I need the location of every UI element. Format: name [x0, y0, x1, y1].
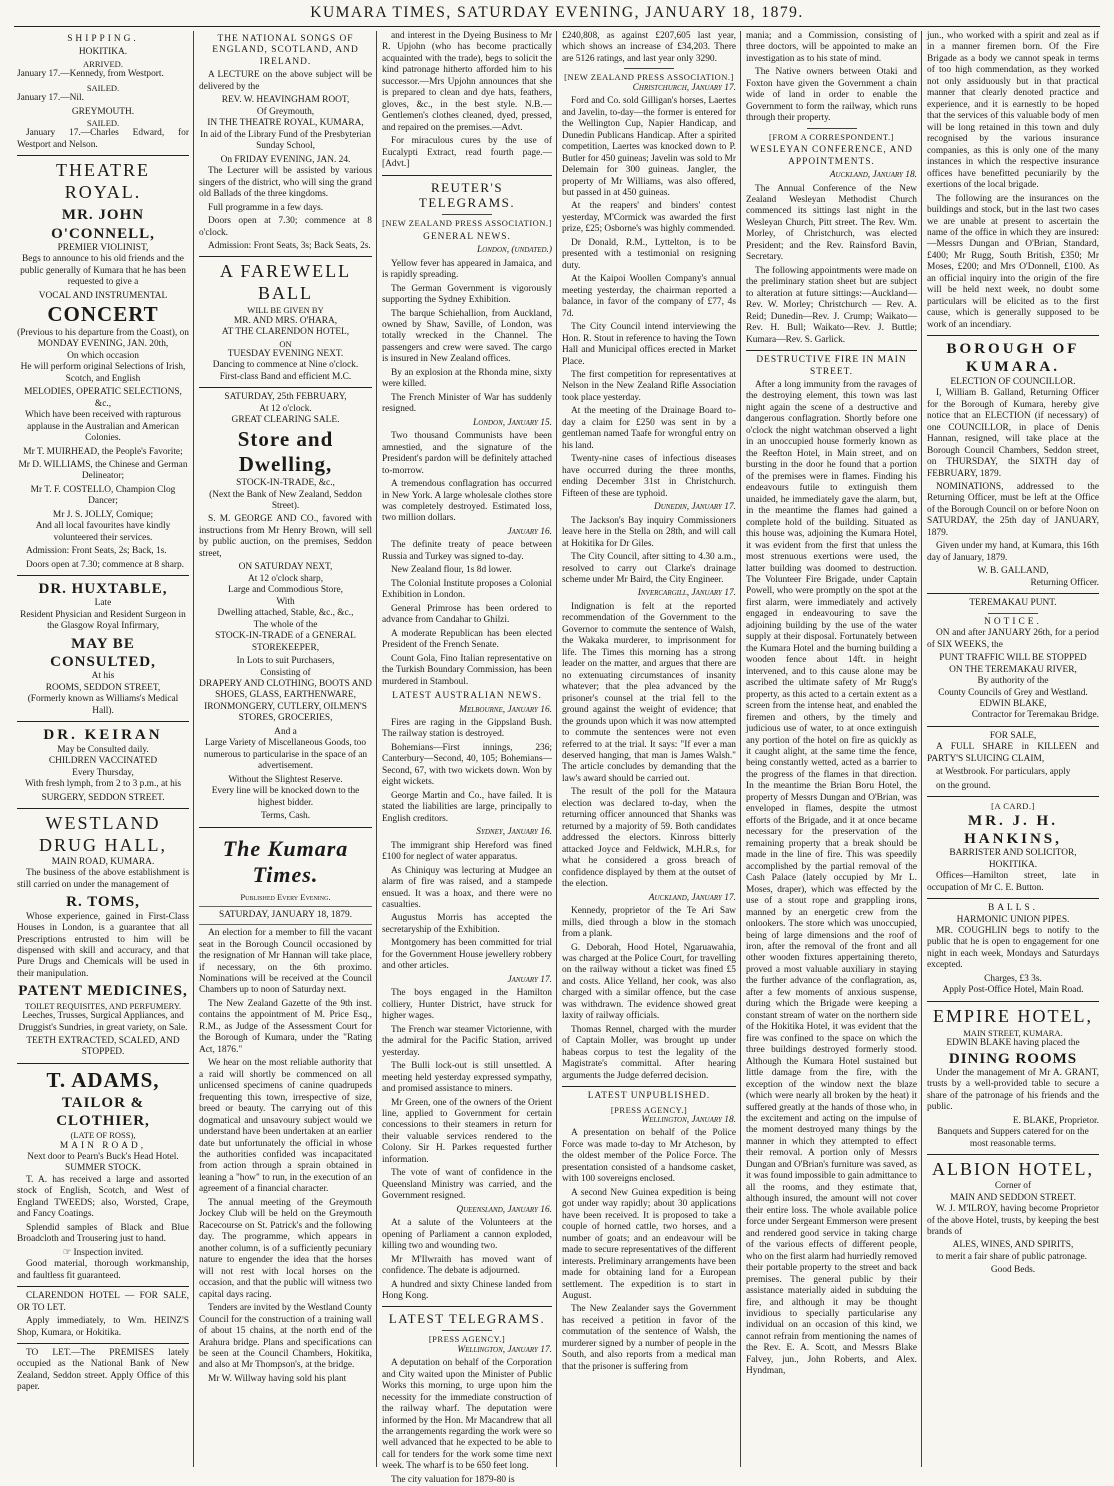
text: Doors open at 7.30; commence at 8 o'clock. [199, 216, 372, 238]
article-paragraph: George Martin and Co., have failed. It is stated the liabilities are large, principally to English creditors. [382, 790, 552, 824]
text: MR. COUGHLIN begs to notify to the public that he is open to engagement for one night in each week, Mondays and Saturdays excepted. [927, 926, 1099, 971]
article-paragraph: The city valuation for 1879-80 is [391, 1474, 515, 1485]
section-heading: DESTRUCTIVE FIRE IN MAIN STREET. [756, 355, 907, 377]
article-paragraph: The result of the poll for the Mataura election was declared to-day, when the returning officer announced that Shanks was returned by a majority of 59. Both candidates addressed the electors. Kinross bitterly attacked Joyce and Feldwick, M.H.R.s, for what he considered a gross breach of confidence displayed by them at the outset of the election. [562, 787, 736, 890]
text: VOCAL AND INSTRUMENTAL [38, 290, 168, 301]
article-paragraph: and interest in the Dyeing Business to Mr R. Upjohn (who has become practically acquainted with the trade), begs to solicit the kind patronage hitherto afforded him to his successor.—Mrs Upjohn announces that she is prepared to clean and dye hats, feathers, gloves, &c., in the best style. N.B.—Gentlemen's clothes cleaned, dyed, pressed, and repaired on the premises.—Advt. [382, 31, 552, 133]
dateline: London, (undated.) [476, 245, 552, 256]
article-paragraph: The Native owners between Otaki and Foxton have given the Government a chain wide of land in order to enable the Government to form the railway, which runs through their property. [746, 67, 917, 124]
article-paragraph: The New Zealand Gazette of the 9th inst. contains the appointment of M. Price Esq., R.M., as Judge of the Assessment Court for the Borough of Kumara, under the "Rating Act, 1876." [199, 998, 372, 1055]
divider [17, 721, 189, 722]
agency-label: [FROM A CORRESPONDENT.] [769, 131, 894, 142]
text: REV. W. HEAVINGHAM ROOT, [221, 95, 350, 106]
text: STOCK-IN-TRADE of a GENERAL STOREKEEPER, [215, 631, 356, 653]
article-paragraph: Two thousand Communists have been amnestied, and the signature of the President's pardon will be definitely attached to-morrow. [382, 431, 552, 476]
article-paragraph: A presentation on behalf of the Police Force was made to-day to Mr Atcheson, by the oldest member of the Police Force. The presentation consisted of a handsome casket, with 100 sovereigns enclosed. [562, 1128, 736, 1185]
column-5 [743, 31, 920, 1467]
text: Begs to announce to his old friends and the public generally of Kumara that he has been requested to give a [20, 254, 186, 288]
text: ON THE TEREMAKAU RIVER, [949, 664, 1077, 675]
text: Dancing to commence at Nine o'clock. [212, 360, 359, 371]
article-paragraph: For miraculous cures by the use of Eucalypti Extract, read fourth page.—[Advt.] [382, 136, 552, 170]
ad-heading: DR. KEIRAN [43, 727, 163, 744]
agency-label: [PRESS AGENCY.] [610, 1104, 688, 1115]
column-rule [193, 31, 194, 1467]
article-paragraph: A deputation on behalf of the Corporation and City waited upon the Minister of Public Works this morning, to urge upon him the necessity for the immediate construction of the railway wharf. The deputation were informed by the Hon. Mr Macandrew that all the arrangements regarding the work were so well advanced that he expected to be able to call for tenders for the work some time next week. The wharf is to be 650 feet long. [382, 1358, 552, 1472]
dateline: Auckland, January 18. [829, 170, 917, 181]
text: Published Every Evening. [240, 892, 331, 903]
text: Every Thursday, [72, 767, 134, 778]
masthead: KUMARA TIMES, SATURDAY EVENING, JANUARY 18, 1879. [310, 4, 804, 21]
text: On FRIDAY EVENING, JAN. 24. [220, 154, 351, 165]
text: MONDAY EVENING, JAN. 20th, [37, 339, 169, 350]
text: MR. AND MRS. O'HARA, [233, 315, 338, 326]
shipping-entry: January 17.—Kennedy, from Westport. [17, 69, 164, 80]
text: Every line will be knocked down to the highest bidder. [211, 786, 360, 808]
ad-heading: Store and Dwelling, [237, 426, 334, 477]
text: NOMINATIONS, addressed to the Returning Officer, must be left at the Office of the Borough Council on or before Noon on SATURDAY, the 25th day of JANUARY, 1879. [927, 482, 1099, 538]
article-paragraph: Fires are raging in the Gippsland Bush. The railway station is destroyed. [382, 717, 552, 740]
text: Late [94, 598, 112, 609]
issue-date: SATURDAY, JANUARY 18, 1879. [218, 909, 352, 920]
divider [807, 128, 857, 129]
text [17, 1248, 189, 1259]
text: Given under my hand, at Kumara, this 16th day of January, 1879. [927, 541, 1099, 563]
column-3 [379, 31, 555, 1485]
ad-heading: FOR SALE, [989, 730, 1037, 741]
column-rule [740, 31, 741, 1467]
text: Large and Commodious Store, [228, 585, 343, 596]
article-paragraph: Mr Green, one of the owners of the Orient line, applied to Government for certain concessions to their steamers in return for their valuable services rendered to the Colony. Sir H. Parkes requested further information. [382, 1097, 552, 1165]
text: W. J. M'ILROY, having become Proprietor of the above Hotel, trusts, by keeping the best brands of [927, 1204, 1099, 1238]
article-paragraph: As Chiniquy was lecturing at Mudgee an alarm of fire was raised, and a stampede ensued. It was a hoax, and there were no casualties. [382, 865, 552, 911]
agency-label: [NEW ZEALAND PRESS ASSOCIATION.] [564, 72, 734, 83]
article-paragraph: Mr M'Ilwraith has moved want of confidence. The debate is adjourned. [382, 1254, 552, 1277]
text: Without the Slightest Reserve. [228, 774, 343, 785]
text: With [276, 596, 295, 607]
text: TOILET REQUISITES, AND PERFUMERY. [24, 1000, 182, 1011]
text: Consisting of [260, 667, 311, 678]
text: Corner of [994, 1181, 1032, 1192]
article-paragraph: After a long immunity from the ravages of the destroying element, this town was last night again the scene of a destructive and dangerous conflagration. Shortly before one o'clock the night watchman observed a light in an unoccupied house formerly known as the Reefton Hotel, in Main street, and on bursting in the door he found that a portion of the premises were in flames. Finding his endeavours futile to extinguish them unaided, he immediately gave the alarm, but, in the meantime the flames had gained a complete hold of the building. Situated as this house was, adjoining the Kumara Hotel, it was evident from the first that unless the most strenuous exertions were used, the latter building was doomed to destruction. The Volunteer Fire Brigade, under Captain Powell, who were promptly on the spot at the first alarm, were immediately and actively engaged in endeavouring to save the adjoining building by the use of the water supply at their disposal. Fortunately between the Kumara Hotel and the burning building a wooden fence about 14ft. in height intervened, and to this cause alone may be ascribed the ultimate safety of Mr Rugg's property, as this acted to a certain extent as a screen from the intense heat, and enabled the firemen and others, by the timely and judicious use of water, to at once extinguish any portion of the hotel on fire as quickly as it caught alight, at the same time the fence, being constantly wetted, acted as a barrier to the progress of the flames in that direction. In the meantime the Brian Boru Hotel, the property of Messrs Dungan and O'Brian, was enveloped in flames, despite the utmost efforts of the Brigade, and it at once became necessary for the preservation of the remaining property that a break should be made in the line of fire. This was speedily accomplished by the partial removal of the Cash Palace (lately occupied by Mr L. Moses, draper), which was effected by the use of a stout rope and grappling irons, manned by an energetic crew from the onlookers. The store which was unoccupied, being of large dimensions and the roof of iron, after the removal of the front and all other wooden fixtures appertaining thereto, proved a most valuable auxiliary in staying the further advance of the conflagration, as, after a few moments of anxious suspense, during which the Brigade were keeping a constant stream of water on the northern side of the Hokitika Hotel, it was evident that the fire was confined to the space on which the three buildings destroyed formerly stood. Although the Kumara Hotel sustained but little damage from the fire, with the exception of the window next the blaze (which were nearly all broken by the heat) it suffered greatly at the hands of those who, in the excitement and acting on the impulse of the moment destroyed many things by the manner in which they attempted to effect their removal. A portion only of Messrs Dungan and O'Brian's furniture was saved, as it was found impossible to gain admittance to all the rooms, and they estimate that, although insured, the amount will not cover their entire loss. The whole available police force under Sergeant Emmerson were present and rendered good service in taking charge of the various effects of different people, who on the first alarm had hurriedly removed their portable property to the street and back premises. The general public by their assistance materially aided in subduing the fire, and although it may be thought invidious to specially particularise any individual on an occasion of this kind, we cannot refrain from mentioning the names of the Rev. E. A. Scott, and Messrs Blake Falvey, jun., John Roberts, and Alex. Hyndman, [746, 380, 917, 1377]
divider [17, 1063, 189, 1064]
article-paragraph: The boys engaged in the Hamilton colliery, Hunter District, have struck for higher wages. [382, 988, 552, 1022]
column-1 [14, 31, 192, 1467]
text: AT THE CLARENDON HOTEL, [221, 327, 350, 338]
ad-heading: ALBION HOTEL, [932, 1159, 1094, 1180]
divider [17, 808, 189, 809]
text: In Lots to suit Purchasers, [236, 656, 335, 667]
text: WILL BE GIVEN BY [247, 305, 324, 316]
shipping-entry: January 17.—Charles Edward, for Westport and Nelson. [17, 128, 189, 150]
ad-heading: MAY BE CONSULTED, [50, 635, 156, 671]
text: MAIN ROAD, KUMARA. [51, 856, 155, 867]
text: Offices—Hamilton street, late in occupation of Mr C. E. Button. [927, 871, 1099, 893]
text: Under the management of Mr A. GRANT, trusts by a well-provided table to secure a share of the patronage of his friends and the public. [927, 1067, 1099, 1113]
ad-heading: DR. HUXTABLE, [38, 581, 168, 598]
article-paragraph: The French war steamer Victorienne, with the admiral for the Pacific Station, arrived yesterday. [382, 1024, 552, 1058]
ad-heading: MR. J. H. HANKINS, [964, 812, 1062, 847]
text: HARMONIC UNION PIPES. [956, 914, 1070, 925]
column-6 [924, 31, 1102, 1467]
text: MAIN STREET, KUMARA. [963, 1027, 1063, 1038]
text: Mr J. S. JOLLY, Comique; [52, 509, 154, 520]
article-paragraph: The Colonial Institute proposes a Colonial Exhibition in London. [382, 578, 552, 601]
divider [927, 898, 1099, 899]
text: First-class Band and efficient M.C. [219, 371, 352, 382]
text: Inspection invited. [73, 1247, 144, 1258]
article-paragraph: Mr W. Willway having sold his plant [208, 1373, 347, 1384]
article-paragraph: The barque Schiehallion, from Auckland, owned by Shaw, Saville, of London, was totally wrecked in the Channel. The passengers and crew were saved. The cargo is insured in New Zealand offices. [382, 308, 552, 365]
article-paragraph: Augustus Morris has accepted the secretaryship of the Exhibition. [382, 913, 552, 935]
column-rule [921, 31, 922, 1467]
section-heading: WESLEYAN CONFERENCE, AND APPOINTMENTS. [750, 145, 913, 167]
divider [199, 256, 372, 257]
article-paragraph: Tenders are invited by the Westland County Council for the construction of a training wall of about 15 chains, at the north end of the Arahura bridge. Plans and specifications can be seen at the Council Chambers, Hokitika, and also at Mr Thompson's, at the bridge. [199, 1303, 373, 1371]
column-rule [376, 31, 377, 1467]
article-paragraph: The annual meeting of the Greymouth Jockey Club will be held on the Greymouth Racecourse on St. Patrick's and the following day. The programme, which appears in another column, is of a sufficiently pecuniary nature to engender the idea that the horses will not rest with local horses on the occasion, and that the public will witness two capital days racing. [199, 1197, 372, 1300]
text: Mr T. MUIRHEAD, the People's Favorite; [23, 446, 183, 457]
text: Apply Post-Office Hotel, Main Road. [942, 985, 1084, 996]
article-paragraph: The City Council intend interviewing the Hon. R. Stout in reference to having the Town Hall and Municipal offices erected in Market Place. [562, 322, 736, 367]
text: EDWIN BLAKE, [979, 698, 1047, 709]
dateline: London, January 15. [473, 417, 552, 428]
masthead-rule [14, 26, 1100, 27]
text: At 12 o'clock. [259, 403, 312, 414]
article-paragraph: Dr Donald, R.M., Lyttelton, is to be presented with a testimonial on resigning duty. [562, 237, 736, 271]
text: HOKITIKA. [988, 859, 1038, 870]
text: ON and after JANUARY 26th, for a period of SIX WEEKS, the [927, 628, 1099, 650]
ad-heading: THE NATIONAL SONGS OF ENGLAND, SCOTLAND, AND IRELAND. [212, 34, 359, 67]
text: He will perform original Selections of Irish, Scotch, and English [20, 362, 186, 384]
article-paragraph: mania; and a Commission, consisting of three doctors, will be appointed to make an investigation as to his state of mind. [746, 31, 917, 64]
performer-name: MR. JOHN O'CONNELL, [51, 207, 155, 242]
text: And all local favourites have kindly volunteered their services. [35, 521, 171, 543]
text: Returning Officer. [1030, 577, 1099, 588]
article-paragraph: General Primrose has been ordered to advance from Candahar to Ghilzi. [382, 603, 552, 626]
divider [199, 387, 372, 388]
text: In aid of the Library Fund of the Presbyterian Sunday School, [200, 129, 371, 152]
article-paragraph: New Zealand flour, 1s 8d lower. [391, 565, 512, 576]
divider [382, 1306, 552, 1307]
text: ON [279, 338, 292, 349]
text: PREMIER VIOLINIST, [57, 242, 149, 253]
text: ALES, WINES, AND SPIRITS, [952, 1240, 1074, 1251]
text: (Next the Bank of New Zealand, Seddon Street). [209, 489, 362, 511]
divider [988, 613, 1038, 614]
divider [927, 335, 1099, 336]
text: STOCK-IN-TRADE, &c., [236, 478, 335, 489]
text: Whose experience, gained in First-Class Houses in London, is a guarantee that all Prescriptions entrusted to him will be dispensed with skill and accuracy, and that Pure Drugs and Chemicals will be used in their manipulation. [17, 911, 189, 979]
dateline: January 17. [507, 974, 552, 985]
text: TEETH EXTRACTED, SCALED, AND STOPPED. [26, 1036, 180, 1058]
article-paragraph: At a salute of the Volunteers at the opening of Parliament a cannon exploded, killing two and wounding two. [382, 1218, 552, 1252]
column-rule [556, 31, 557, 1467]
text: EDWIN BLAKE having placed the [946, 1038, 1080, 1049]
article-paragraph: The first competition for representatives at Nelson in the New Zealand Rifle Association took place yesterday. [562, 370, 736, 403]
concert-heading: CONCERT [47, 302, 159, 327]
dateline: Queensland, January 16. [456, 1204, 552, 1215]
text: S. M. GEORGE AND CO., favored with instructions from Mr Henry Brown, will sell by public auction, on the premises, Seddon street, [199, 514, 372, 559]
text: PUNT TRAFFIC WILL BE STOPPED [939, 653, 1087, 664]
text: Leeches, Trusses, Surgical Appliances, and Druggist's Sundries, in great variety, on Sale. [18, 1011, 188, 1033]
text: E. BLAKE, Proprietor. [1012, 1115, 1099, 1126]
article-paragraph: Count Gola, Fino Italian representative on the Turkish Boundary Commission, has been murdered in Stamboul. [382, 653, 552, 687]
text: MAIN ROAD, [59, 1140, 147, 1151]
divider [746, 350, 917, 351]
dateline: Wellington, January 17. [457, 1344, 552, 1355]
text: TO LET.—The PREMISES lately occupied as the National Bank of New Zealand, Seddon street. Apply Office of this paper. [17, 1348, 189, 1393]
article-paragraph: Bohemians—First innings, 236; Canterbury—Second, 40, 105; Bohemians—Second, 67, with two wickets down. Won by eight wickets. [382, 742, 552, 788]
article-paragraph: A hundred and sixty Chinese landed from Hong Kong. [382, 1279, 552, 1302]
article-paragraph: The definite treaty of peace between Russia and Turkey was signed to-day. [382, 540, 552, 562]
divider [562, 1086, 736, 1087]
text: DRAPERY AND CLOTHING, BOOTS AND SHOES, GLASS, EARTHENWARE, IRONMONGERY, CUTLERY, OILMEN'S STORES, GROCERIES, [199, 679, 372, 724]
dateline: Melbourne, January 16. [459, 704, 552, 715]
dateline: Wellington, January 18. [641, 1114, 736, 1125]
port-heading: HOKITIKA. [78, 47, 128, 58]
article-paragraph: A moderate Republican has been elected President of the French Senate. [382, 628, 552, 651]
text: Good material, thorough workmanship, and faultless fit guaranteed. [17, 1259, 189, 1281]
pointing-hand-icon: ☞ [62, 1247, 72, 1258]
article-paragraph: The Annual Conference of the New Zealand Wesleyan Methodist Church commenced its sittings last night in the Wesleyan Church, Pitt street. The Rev. Wm. Morley, of Christchurch, was elected President; and the Rev. Rainsford Bavin, Secretary. [746, 183, 917, 263]
article-paragraph: jun., who worked with a spirit and zeal as if in a manner firemen born. Of the Fire Brigade as a body we cannot speak in terms of too high commendation, as they worked not only assiduously but in that practical manner that clearly denoted practice and experience, and it is earnestly to be hoped that the services of this valuable body of men will be long retained in this town and duly recognised by the various insurance companies, as this is only one of the many instances in which the respective insurance offices have benefitted pecuniarily by the exertions of the local brigade. [927, 31, 1099, 191]
article-paragraph: The Bulli lock-out is still unsettled. A meeting held yesterday expressed sympathy, and promised assistance to miners. [382, 1061, 552, 1095]
article-paragraph: The vote of want of confidence in the Queensland Ministry was carried, and the Government resigned. [382, 1168, 552, 1202]
ad-heading: TEREMAKAU PUNT. [969, 598, 1057, 609]
section-heading: GENERAL NEWS. [423, 231, 511, 242]
text: CHILDREN VACCINATED [48, 756, 158, 767]
ad-heading: DINING ROOMS [948, 1050, 1078, 1067]
agency-label: [A CARD.] [991, 801, 1035, 812]
text: Admission: Front Seats, 2s; Back, 1s. [26, 546, 167, 557]
text: May be Consulted daily. [57, 744, 149, 755]
article-paragraph: The following are the insurances on the buildings and stock, but in the last two cases we are unable at present to ascertain the name of the office in which they are insured:—Messrs Dungan and O'Brian, Standard, £400; Mr Rugg, South British, £350; Mr Moses, £200; and Mrs O'Donnell, £100. As an official inquiry into the origin of the fire will be held next week, no doubt some particulars will be elicited as to the first cause, which is generally supposed to be work of an incendiary. [927, 193, 1099, 330]
text: With fresh lymph, from 2 to 3 p.m., at his [24, 779, 182, 790]
dateline: Dunedin, January 17. [653, 502, 736, 513]
ad-heading: A FAREWELL BALL [219, 261, 352, 304]
text: SATURDAY, 25th FEBRUARY, [224, 392, 347, 403]
divider [927, 593, 1099, 594]
text: A LECTURE on the above subject will be delivered by the [199, 70, 372, 92]
divider [17, 155, 189, 156]
divider [199, 906, 372, 907]
article-paragraph: The New Zealander says the Government has received a petition in favor of the commutation of the sentence of Walsh, the murderer signed by a number of people in the South, and also reports from a medical man that the prisoner is suffering from [562, 1304, 736, 1372]
text: IN THE THEATRE ROYAL, KUMARA, [207, 118, 364, 129]
divider [442, 214, 492, 215]
divider [442, 1330, 492, 1331]
text: MAIN AND SEDDON STREET. [950, 1192, 1076, 1203]
column-4 [559, 31, 739, 1467]
text: At 12 o'clock sharp, [247, 573, 324, 584]
section-heading: LATEST TELEGRAMS. [388, 1311, 546, 1327]
ad-heading: NOTICE. [984, 616, 1042, 627]
article-paragraph: Montgomery has been committed for trial for the Government House jewellery robbery and other articles. [382, 938, 552, 972]
dateline: January 16. [507, 526, 552, 537]
text: at Westbrook. For particulars, apply [936, 767, 1071, 778]
text: Contractor for Teremakau Bridge. [971, 710, 1099, 721]
article-paragraph: G. Deborah, Hood Hotel, Ngaruawahia, was charged at the Police Court, for travelling on the railway without a ticket was fined £5 and costs. Alice Yelland, her cook, was also charged with a similar offence, but the case was withdrawn. The evidence showed great laxity of railway officials. [562, 942, 736, 1022]
divider [17, 575, 189, 576]
divider [927, 1154, 1099, 1155]
column-2 [196, 31, 375, 1467]
text: Admission: Front Seats, 3s; Back Seats, 2s. [208, 240, 371, 251]
text: Which have been received with rapturous applause in the Australian and American Colonies. [25, 410, 181, 444]
text: On which occasion [67, 350, 139, 361]
article-paragraph: By an explosion at the Rhonda mine, sixty were killed. [382, 367, 552, 390]
text: I, William B. Galland, Returning Officer for the Borough of Kumara, hereby give notice that an ELECTION (if necessary) of one COUNCILLOR, in place of Denis Hannan, resigned, will take place at the Borough Council Chambers, Seddon street, on THURSDAY, the SIXTH day of FEBRUARY, 1879. [927, 388, 1099, 479]
ad-heading: PATENT MEDICINES, [18, 983, 188, 1000]
text: The business of the above establishment is still carried on under the management of [17, 868, 189, 890]
ad-heading: T. ADAMS, [46, 1067, 160, 1092]
section-heading: LATEST AUSTRALIAN NEWS. [392, 691, 542, 702]
dateline: Christchurch, January 17. [632, 82, 736, 93]
text: And a [274, 726, 297, 737]
newspaper-title: The Kumara Times. [222, 835, 349, 888]
section-heading: LATEST UNPUBLISHED. [587, 1091, 711, 1102]
article-paragraph: Thomas Rennel, charged with the murder of Captain Moller, was brought up under habeas corpus to test the legality of the Magistrate's committal. After hearing arguments the Judge deferred decision. [562, 1024, 736, 1081]
article-paragraph: At the reapers' and binders' contest yesterday, M'Cormick was awarded the first prize, £25; Osborne's was highly commended. [562, 201, 736, 235]
article-paragraph: The immigrant ship Hereford was fined £100 for neglect of water apparatus. [382, 840, 552, 863]
article-paragraph: Ford and Co. sold Gilligan's horses, Laertes and Javelin, to-day—the former is entered for the Wellington Cup, Napier Handicap, and Dunedin Publicans Handicap. After a spirited competition, Laertes was knocked down to P. Butler for 450 guineas; Javelin was sold to Mr Delemain for 300 guineas. Jangler, the property of Mr Williams, was also offered, but passed in at 450 guineas. [562, 96, 736, 198]
divider [199, 924, 372, 925]
text: Charges, £3 3s. [984, 973, 1042, 984]
text: ROOMS, SEDDON STREET, [45, 682, 161, 693]
article-paragraph: The Jackson's Bay inquiry Commissioners leave here in the Stella on 28th, and will call at Hokitika for Dr Giles. [562, 515, 736, 549]
divider [927, 1001, 1099, 1002]
label: ARRIVED. [83, 58, 123, 69]
text: T. A. has received a large and assorted stock of English, Scotch, and West of England TWEEDS; also, Worsted, Crape, and Fancy Coatings. [17, 1174, 189, 1220]
text: Banquets and Suppers catered for on the most reasonable terms. [937, 1127, 1089, 1149]
text: By authority of the [977, 676, 1049, 687]
text: Of Greymouth, [256, 106, 315, 117]
text: At his [91, 671, 115, 682]
ad-heading: BALLS. [987, 903, 1039, 914]
text: ELECTION OF COUNCILLOR. [950, 376, 1076, 387]
divider [199, 827, 372, 828]
text: GREAT CLEARING SALE. [231, 415, 340, 426]
divider [382, 175, 552, 176]
text: BARRISTER AND SOLICITOR, [949, 848, 1077, 859]
article-paragraph: Kennedy, proprietor of the Te Ari Saw mills, died through a blow in the stomach from a plank. [562, 906, 736, 940]
divider [17, 1343, 189, 1344]
theatre-heading: THEATRE ROYAL. [56, 160, 150, 203]
divider [17, 1286, 189, 1287]
article-paragraph: The French Minister of War has suddenly resigned. [382, 392, 552, 415]
article-paragraph: At the Kaipoi Woollen Company's annual meeting yesterday, the chairman reported a balance, in favor of the company of £77, 4s 7d. [562, 274, 736, 319]
text: SURGERY, SEDDON STREET. [41, 792, 165, 803]
dateline: Auckland, January 17. [648, 892, 736, 903]
article-paragraph: £240,808, as against £207,605 last year, which shows an increase of £34,203. There are 5126 ratings, and last year only 3290. [562, 31, 736, 64]
text: Dwelling attached, Stable, &c., &c., [217, 608, 354, 619]
text: (Formerly known as Williams's Medical Hall). [27, 694, 179, 716]
text: SUMMER STOCK. [65, 1163, 141, 1174]
text: Terms, Cash. [260, 811, 311, 822]
text: Doors open at 7.30; commence at 8 sharp. [26, 559, 185, 570]
label: SAILED. [86, 118, 120, 129]
article-paragraph: At the meeting of the Drainage Board to-day a claim for £250 was sent in by a gentleman named Taafe for wrongful entry on his land. [562, 406, 736, 451]
text: MELODIES, OPERATIC SELECTIONS, &c., [24, 387, 182, 409]
text: Mr D. WILLIAMS, the Chinese and German Delineator; [18, 459, 188, 482]
article-paragraph: An election for a member to fill the vacant seat in the Borough Council occasioned by the resignation of Mr Hannan will take place, if necessary, on the 6th proximo. Nominations will be received at the Council Chambers up to noon of Saturday next. [199, 928, 372, 996]
article-paragraph: The German Government is vigorously supporting the Sydney Exhibition. [382, 283, 552, 306]
shipping-heading: SHIPPING. [67, 34, 139, 44]
article-paragraph: The following appointments were made on the preliminary station sheet but are subject to alteration at future sittings:—Auckland—Rev. W. Morley; Christchurch — Rev. A. Reid; Dunedin—Rev. J. Crump; Waikato—Rev. H. Bull; Waikato—Rev. J. Buttle; Kumara—Rev. S. Garlick. [746, 265, 917, 345]
text: W. B. GALLAND, [977, 566, 1049, 577]
ad-heading: WESTLAND DRUG HALL, [39, 813, 167, 855]
ad-heading: R. TOMS, [66, 894, 140, 911]
ad-heading: BOROUGH OF KUMARA. [946, 341, 1080, 376]
port-heading: GREYMOUTH. [71, 106, 135, 117]
dateline: Invercargill, January 17. [637, 588, 736, 599]
text: The whole of the [253, 619, 318, 630]
article-paragraph: Yellow fever has appeared in Jamaica, and is rapidly spreading. [382, 258, 552, 281]
shipping-entry: January 17.—Nil. [17, 93, 84, 104]
article-paragraph: A second New Guinea expedition is being got under way rapidly; about 30 applications have been received. It is proposed to take a couple of horned cattle, two horses, and a number of goats; and an endeavour will be made to secure representatives of the different interests. Preliminary arrangements have been made for obtaining land for a European settlement. The expedition is to start in August. [562, 1187, 736, 1301]
text: CLARENDON HOTEL — FOR SALE, OR TO LET. [17, 1291, 189, 1313]
text: Next door to Pearn's Buck's Head Hotel. [27, 1151, 179, 1162]
text: A FULL SHARE in KILLEEN and PARTY'S SLUICING CLAIM, [927, 742, 1099, 764]
text: (Previous to his departure from the Coast), on [17, 327, 189, 338]
article-paragraph: Indignation is felt at the reported recommendation of the Government to the Governor to commute the sentence of Walsh, the Wakaka murderer, to imprisonment for life. The Times this morning has a strong leader on the matter, and argues that there are no extenuating circumstances of insanity whatever; that the plea advanced by the prisoner's counsel at the trial fell to the ground against the weight of evidence; that the grounds upon which it was now attempted to commute the sentences were not even referred to at the trial. It says: "If ever a man deserved hanging, that man is James Walsh." The article concludes by demanding that the law's award should be carried out. [562, 601, 736, 784]
divider [624, 68, 674, 69]
article-paragraph: A tremendous conflagration has occurred in New York. A large wholesale clothes store was completely destroyed. Estimated loss, two million dollars. [382, 479, 552, 524]
article-paragraph: Twenty-nine cases of infectious diseases have occurred during the three months, ending December 31st in Christchurch. Fifteen of these are typhoid. [562, 454, 736, 499]
article-paragraph: We hear on the most reliable authority that a raid will shortly be commenced on all unlicensed specimens of canine quadrupeds frequenting this town, irrespective of size, breed or beauty. The carrying out of this dogmatical and unsavoury subject would we understand have been undertaken at an earlier date but unfortunately the official in whose the authorities confided was incapacitated from action through a sprain obtained in leaning a "how" to run, in the execution of an agreement of a financial character. [199, 1058, 372, 1195]
text: Mr T. F. COSTELLO, Champion Clog Dancer; [30, 484, 176, 507]
agency-label: [PRESS AGENCY.] [428, 1334, 506, 1345]
text: Resident Physician and Resident Surgeon in the Glasgow Royal Infirmary, [20, 609, 186, 632]
text: ON SATURDAY NEXT, [238, 562, 333, 573]
agency-label: [NEW ZEALAND PRESS ASSOCIATION.] [382, 218, 552, 229]
text: Full programme in a few days. [208, 202, 324, 213]
dateline: Sydney, January 16. [476, 827, 552, 838]
divider [927, 796, 1099, 797]
text: The Lecturer will be assisted by various singers of the district, who will sing the grand old Ballads of the three kingdoms. [199, 166, 372, 200]
text: on the ground. [936, 780, 991, 791]
ad-heading: EMPIRE HOTEL, [933, 1005, 1093, 1026]
divider [927, 726, 1099, 727]
label: SAILED. [86, 82, 120, 93]
text: to merit a fair share of public patronage. [936, 1251, 1087, 1262]
text: Large Variety of Miscellaneous Goods, too numerous to particularise in the space of an advertisement. [203, 738, 368, 772]
text: Good Beds. [990, 1265, 1036, 1276]
text: Splendid samples of Black and Blue Broadcloth and Trousering just to hand. [17, 1222, 189, 1245]
text: County Councils of Grey and Westland. [938, 687, 1088, 698]
text: TUESDAY EVENING NEXT. [227, 349, 344, 359]
article-paragraph: The City Council, after sitting to 4.30 a.m., resolved to carry out Clarke's drainage scheme under Mr Baird, the City Engineer. [562, 552, 736, 585]
section-heading: REUTER'S TELEGRAMS. [418, 179, 516, 211]
text: (LATE OF ROSS), [70, 1130, 136, 1141]
ad-heading: TAILOR & CLOTHIER, [56, 1094, 150, 1129]
text: Apply immediately, to Wm. HEINZ'S Shop, Kumara, or Hokitika. [17, 1316, 189, 1338]
